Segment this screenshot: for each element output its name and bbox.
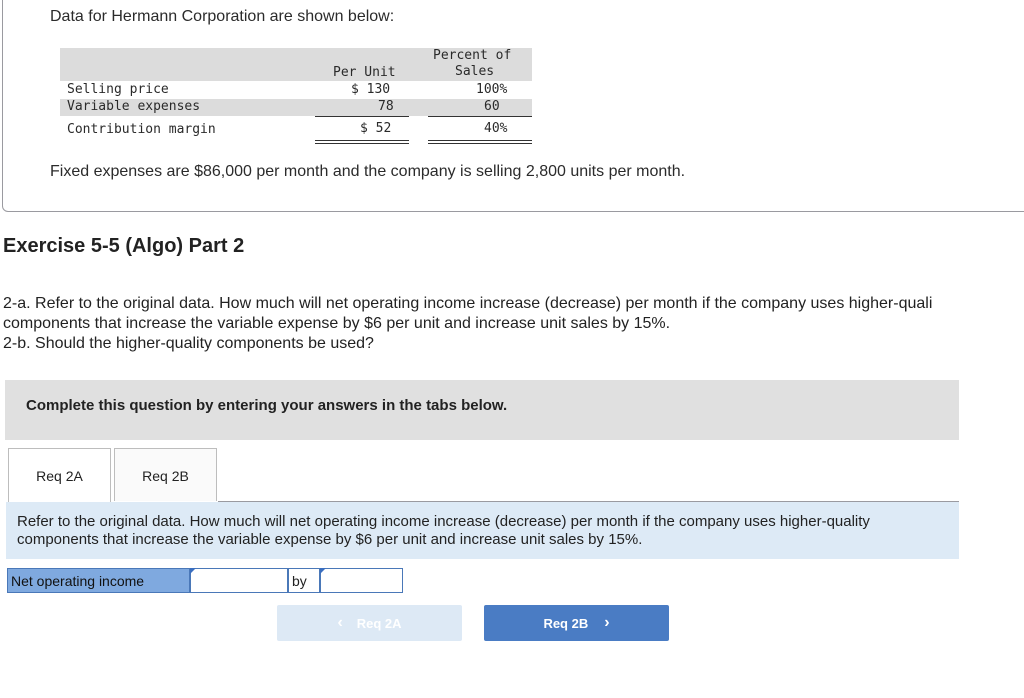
col-header-percent-1: Percent of: [433, 48, 512, 63]
value-contribution-margin-percent: 40%: [484, 121, 508, 136]
double-underline-per-unit-2: [315, 143, 409, 144]
question-line-3: 2-b. Should the higher-quality components be used?: [3, 335, 374, 352]
prev-button-label: Req 2A: [356, 615, 402, 631]
value-variable-expenses-percent: 60: [484, 99, 500, 114]
exercise-title: Exercise 5-5 (Algo) Part 2: [3, 235, 245, 257]
col-header-per-unit: Per Unit: [333, 65, 396, 80]
row-label-selling-price: Selling price: [67, 82, 169, 97]
value-contribution-margin-unit: $ 52: [360, 121, 392, 136]
row-label-variable-expenses: Variable expenses: [67, 99, 201, 114]
question-line-1: 2-a. Refer to the original data. How much will net operating income increase (decrease) per month if the company uses higher-quali: [3, 295, 933, 312]
tab-req-2a[interactable]: Req 2A: [8, 448, 111, 502]
value-variable-expenses-unit: 78: [378, 99, 394, 114]
prompt-text: Refer to the original data. How much will net operating income increase (decrease) per month if the company uses higher-quality components that increase the variable expense by $6 per unit and increase unit sales by 15%.: [17, 513, 870, 548]
tab-req-2b[interactable]: Req 2B: [114, 448, 217, 501]
double-underline-percent-2: [428, 143, 532, 144]
value-selling-price-percent: 100%: [476, 82, 508, 97]
amount-indicator-icon: [320, 568, 326, 574]
intro-text: Data for Hermann Corporation are shown below:: [50, 8, 395, 25]
value-selling-price-unit: $ 130: [351, 82, 391, 97]
increase-decrease-select[interactable]: [190, 568, 288, 593]
prev-req-2a-button[interactable]: [277, 605, 462, 641]
chevron-left-icon: ‹: [337, 614, 343, 631]
question-line-2: components that increase the variable expense by $6 per unit and increase unit sales by 15%.: [3, 315, 671, 332]
divider-per-unit: [315, 116, 409, 117]
question-text: [3, 294, 1024, 354]
select-indicator-icon: [190, 568, 196, 574]
double-underline-percent-1: [428, 140, 532, 141]
col-header-percent-2: Sales: [455, 64, 495, 79]
by-label: by: [288, 568, 320, 593]
instruction-text: Complete this question by entering your answers in the tabs below.: [26, 397, 508, 414]
amount-input[interactable]: [320, 568, 403, 593]
net-operating-income-label: Net operating income: [7, 568, 190, 593]
divider-percent: [428, 116, 532, 117]
double-underline-per-unit-1: [315, 140, 409, 141]
fixed-expenses-text: Fixed expenses are $86,000 per month and the company is selling 2,800 units per month.: [50, 163, 686, 180]
row-label-contribution-margin: Contribution margin: [67, 122, 216, 137]
next-button-label: Req 2B: [543, 615, 589, 631]
chevron-right-icon: ›: [604, 614, 610, 631]
next-req-2b-button[interactable]: [484, 605, 669, 641]
